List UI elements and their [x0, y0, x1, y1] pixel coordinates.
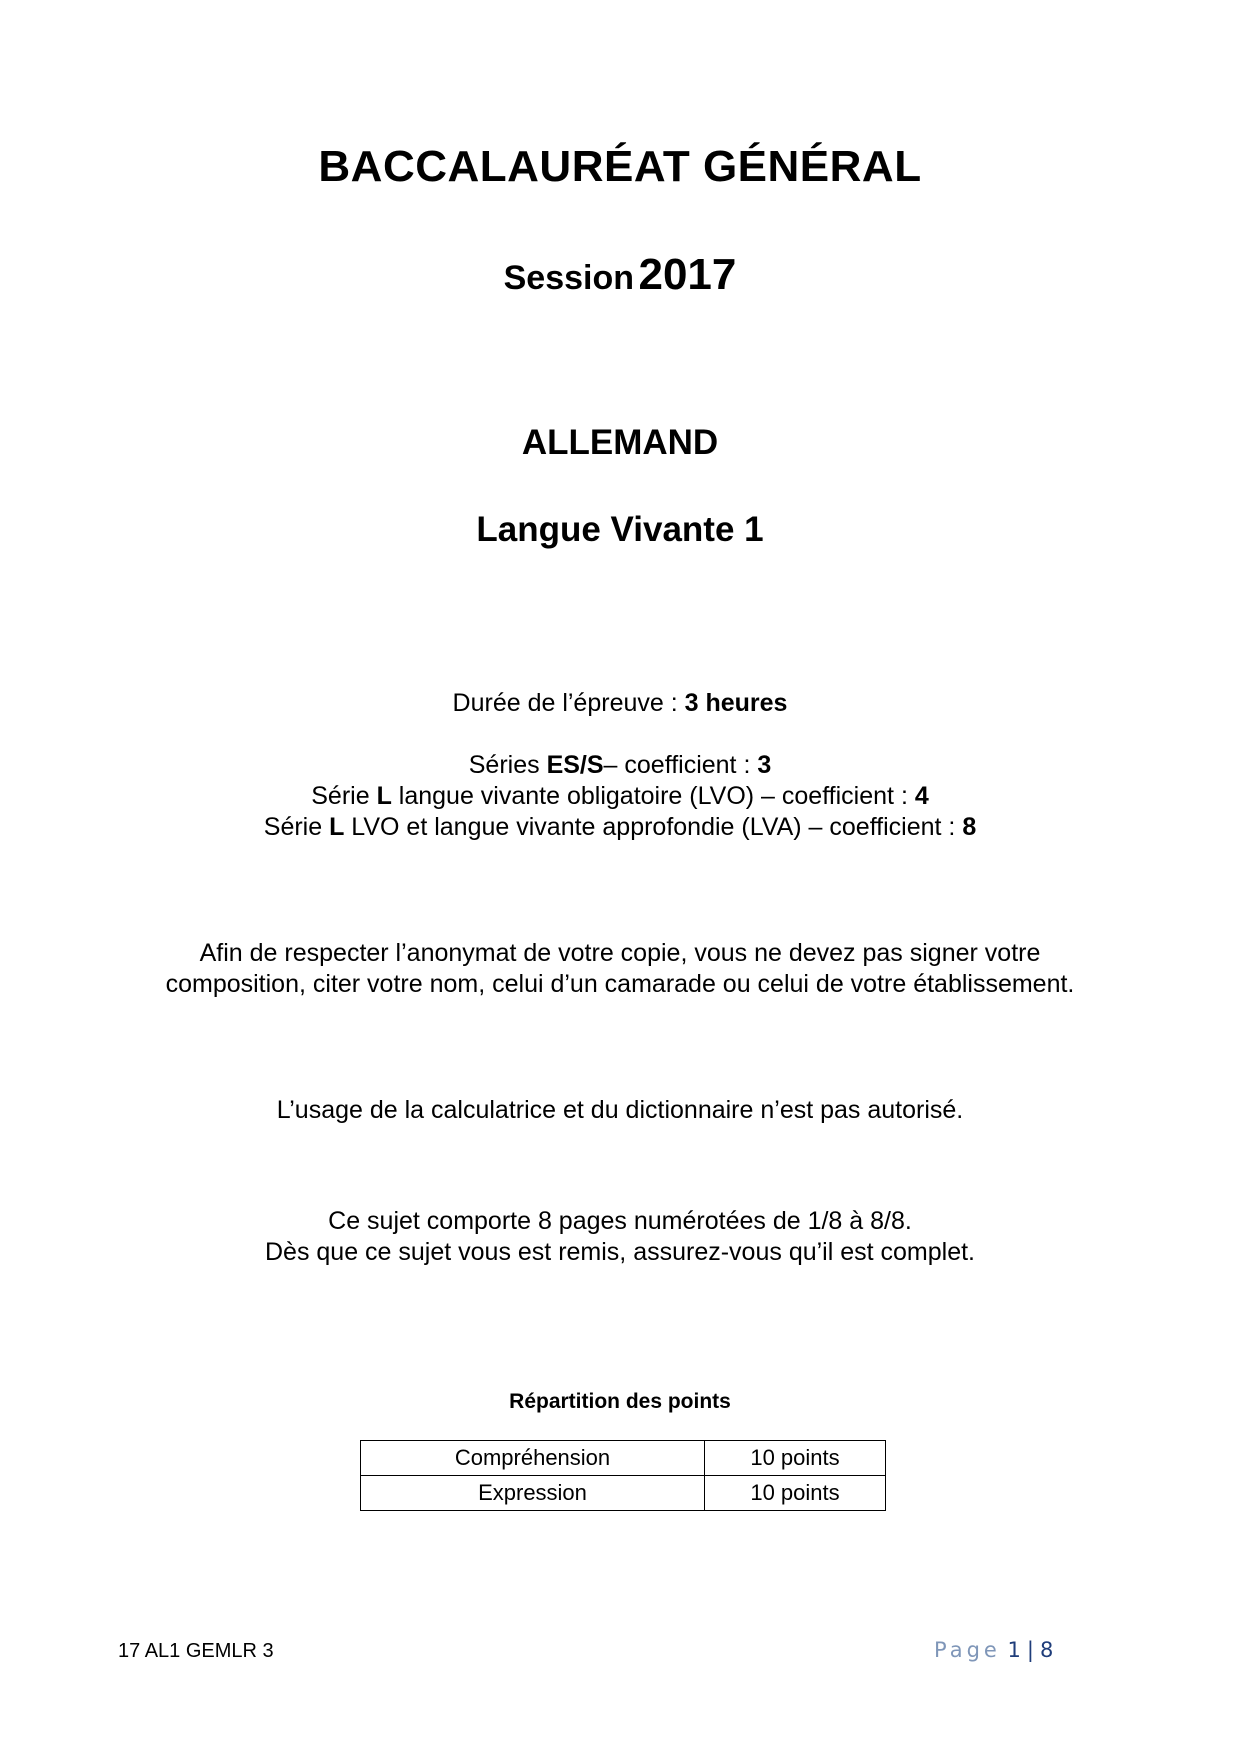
points-label-cell: Compréhension [361, 1441, 705, 1476]
subject-title: ALLEMAND [521, 423, 719, 462]
repartition-title: Répartition des points [509, 1390, 731, 1413]
series-block [0, 750, 1240, 843]
series-text: LVO et langue vivante approfondie (LVA) – coefficient : [344, 813, 963, 841]
table-row [361, 1441, 886, 1476]
calculatrice-notice: L’usage de la calculatrice et du dictionnaire n’est pas autorisé. [276, 1096, 964, 1124]
duree-line [0, 688, 1240, 719]
points-table [360, 1440, 886, 1511]
duree-value: 3 heures [684, 689, 788, 717]
langue-title: Langue Vivante 1 [476, 510, 764, 549]
series-bold: ES/S [546, 751, 604, 779]
series-text: langue vivante obligatoire (LVO) – coefficient : [391, 782, 915, 810]
series-coefficient: 8 [962, 813, 977, 841]
session-year: 2017 [638, 250, 737, 299]
series-line [0, 781, 1240, 812]
points-label-cell: Expression [361, 1476, 705, 1511]
series-coefficient: 3 [757, 751, 772, 779]
anonymat-line-1: Afin de respecter l’anonymat de votre copie, vous ne devez pas signer votre [199, 939, 1041, 967]
series-bold: L [329, 813, 345, 841]
page-separator: | [1026, 1638, 1034, 1662]
series-coefficient: 4 [914, 782, 929, 810]
series-line [0, 812, 1240, 843]
pages-notice [0, 1206, 1240, 1268]
anonymat-line-2: composition, citer votre nom, celui d’un camarade ou celui de votre établissement. [165, 970, 1075, 998]
page-current: 1 [1007, 1638, 1021, 1662]
page-total: 8 [1039, 1638, 1054, 1662]
points-value-cell: 10 points [705, 1476, 886, 1511]
pages-line-1: Ce sujet comporte 8 pages numérotées de 1/8 à 8/8. [328, 1207, 912, 1235]
anonymat-notice [0, 938, 1240, 1000]
footer-code: 17 AL1 GEMLR 3 [118, 1640, 274, 1662]
series-text: Série [263, 813, 330, 841]
duree-label: Durée de l’épreuve : [452, 689, 685, 717]
exam-title: BACCALAURÉAT GÉNÉRAL [318, 142, 922, 191]
series-text: Série [311, 782, 377, 810]
page-word: Page [934, 1638, 1001, 1662]
pages-line-2: Dès que ce sujet vous est remis, assurez-vous qu’il est complet. [264, 1238, 976, 1266]
session-label: Session [503, 259, 635, 297]
series-text: – coefficient : [603, 751, 758, 779]
table-row [361, 1476, 886, 1511]
session-line [0, 250, 1240, 300]
series-line [0, 750, 1240, 781]
series-bold: L [376, 782, 392, 810]
page-number [934, 1638, 1053, 1662]
points-value-cell: 10 points [705, 1441, 886, 1476]
series-text: Séries [468, 751, 547, 779]
